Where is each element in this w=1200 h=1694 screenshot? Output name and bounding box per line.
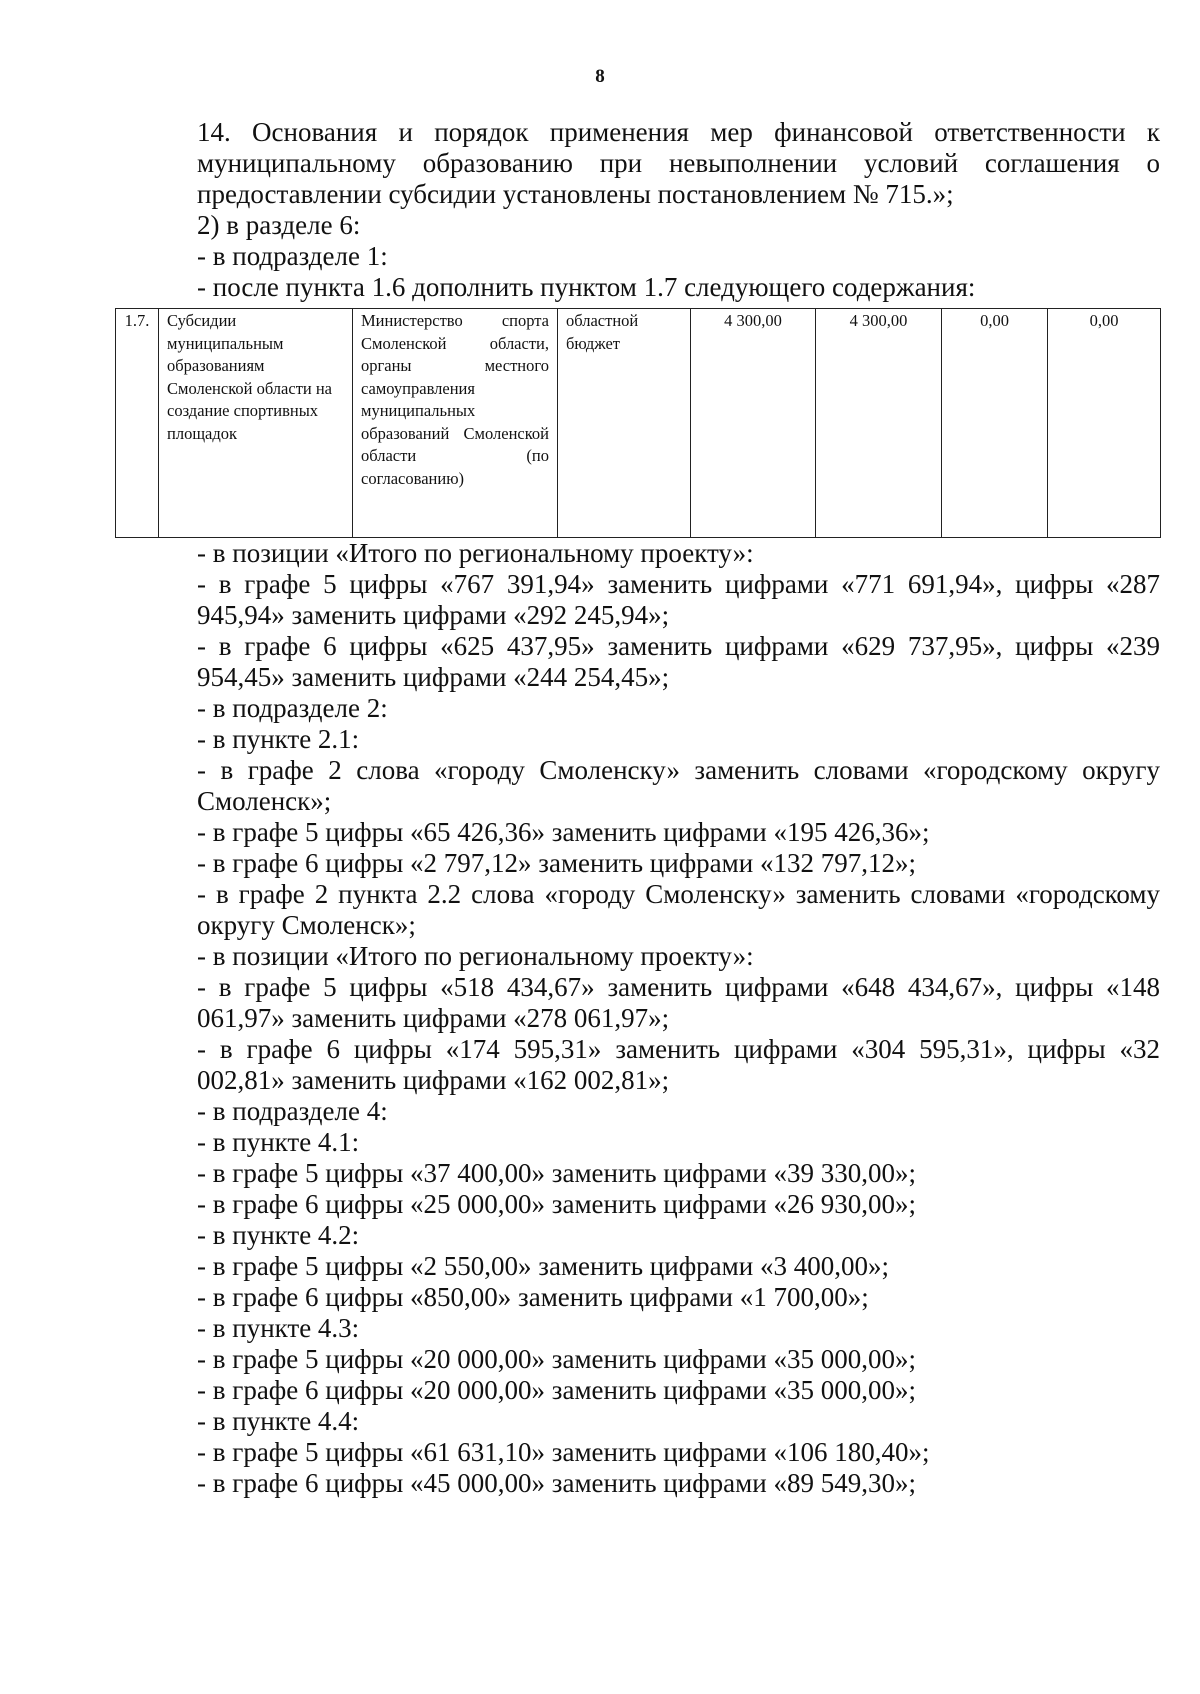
cell-name: Субсидии муниципальным образованиям Смоленской области на создание спортивных площадок — [159, 309, 353, 538]
cell-source: областной бюджет — [558, 309, 691, 538]
amendment-line: - в пункте 4.2: — [197, 1220, 360, 1250]
amendment-line: - в подразделе 4: — [197, 1096, 388, 1126]
amendment-line: - в графе 5 цифры «20 000,00» заменить цифрами «35 000,00»; — [197, 1344, 916, 1374]
cell-value-3: 0,00 — [942, 309, 1048, 538]
amendment-line: - в графе 6 цифры «45 000,00» заменить цифрами «89 549,30»; — [197, 1468, 916, 1498]
amendment-line: - в графе 6 цифры «2 797,12» заменить цифрами «132 797,12»; — [197, 848, 916, 878]
amendment-line: - в графе 5 цифры «767 391,94» заменить цифрами «771 691,94», цифры «287 945,94» заменить цифрами «292 245,94»; — [197, 569, 1160, 630]
amendment-line: - в графе 5 цифры «2 550,00» заменить цифрами «3 400,00»; — [197, 1251, 889, 1281]
amendment-line: - в графе 6 цифры «25 000,00» заменить цифрами «26 930,00»; — [197, 1189, 916, 1219]
amendment-line: - в графе 5 цифры «61 631,10» заменить цифрами «106 180,40»; — [197, 1437, 930, 1467]
amendment-line: - в пункте 4.1: — [197, 1127, 360, 1157]
amendment-line: - в графе 6 цифры «174 595,31» заменить цифрами «304 595,31», цифры «32 002,81» заменить цифрами «162 002,81»; — [197, 1034, 1160, 1095]
amendment-line: - в графе 5 цифры «37 400,00» заменить цифрами «39 330,00»; — [197, 1158, 916, 1188]
cell-executor: Министерство спорта Смоленской области, органы местного самоуправления муниципальных образований Смоленской области (по согласованию) — [353, 309, 558, 538]
cell-value-1: 4 300,00 — [691, 309, 816, 538]
amendment-line: - в графе 6 цифры «850,00» заменить цифрами «1 700,00»; — [197, 1282, 869, 1312]
subsection-1-line: - в подразделе 1: — [197, 241, 388, 271]
amendment-line: - в подразделе 2: — [197, 693, 388, 723]
amendment-line: - в графе 5 цифры «65 426,36» заменить цифрами «195 426,36»; — [197, 817, 930, 847]
insert-table — [115, 308, 1161, 538]
amendment-line: - в позиции «Итого по региональному проекту»: — [197, 941, 754, 971]
amendment-line: - в графе 5 цифры «518 434,67» заменить цифрами «648 434,67», цифры «148 061,97» заменить цифрами «278 061,97»; — [197, 972, 1160, 1033]
paragraph-14: 14. Основания и порядок применения мер финансовой ответственности к муниципальному образованию при невыполнении условий соглашения о предоставлении субсидии установлены постановлением № 715.»; — [197, 117, 1160, 209]
amendment-line: - в графе 2 слова «городу Смоленску» заменить словами «городскому округу Смоленск»; — [197, 755, 1160, 816]
amendment-line: - в графе 2 пункта 2.2 слова «городу Смоленску» заменить словами «городскому округу Смоленск»; — [197, 879, 1160, 940]
amendment-line: - в пункте 4.4: — [197, 1406, 360, 1436]
intro-section — [127, 117, 1160, 303]
after-1-6-line: - после пункта 1.6 дополнить пунктом 1.7 следующего содержания: — [197, 272, 976, 302]
amendment-line: - в графе 6 цифры «20 000,00» заменить цифрами «35 000,00»; — [197, 1375, 916, 1405]
cell-value-4: 0,00 — [1048, 309, 1161, 538]
item-2-line: 2) в разделе 6: — [197, 210, 361, 240]
table-row — [116, 309, 1161, 538]
amendment-line: - в графе 6 цифры «625 437,95» заменить цифрами «629 737,95», цифры «239 954,45» заменить цифрами «244 254,45»; — [197, 631, 1160, 692]
amendment-line: - в позиции «Итого по региональному проекту»: — [197, 538, 754, 568]
amendments-list — [127, 538, 1160, 1499]
amendment-line: - в пункте 2.1: — [197, 724, 360, 754]
cell-item-number: 1.7. — [116, 309, 159, 538]
cell-value-2: 4 300,00 — [816, 309, 942, 538]
amendment-line: - в пункте 4.3: — [197, 1313, 360, 1343]
page-number: 8 — [595, 66, 605, 87]
